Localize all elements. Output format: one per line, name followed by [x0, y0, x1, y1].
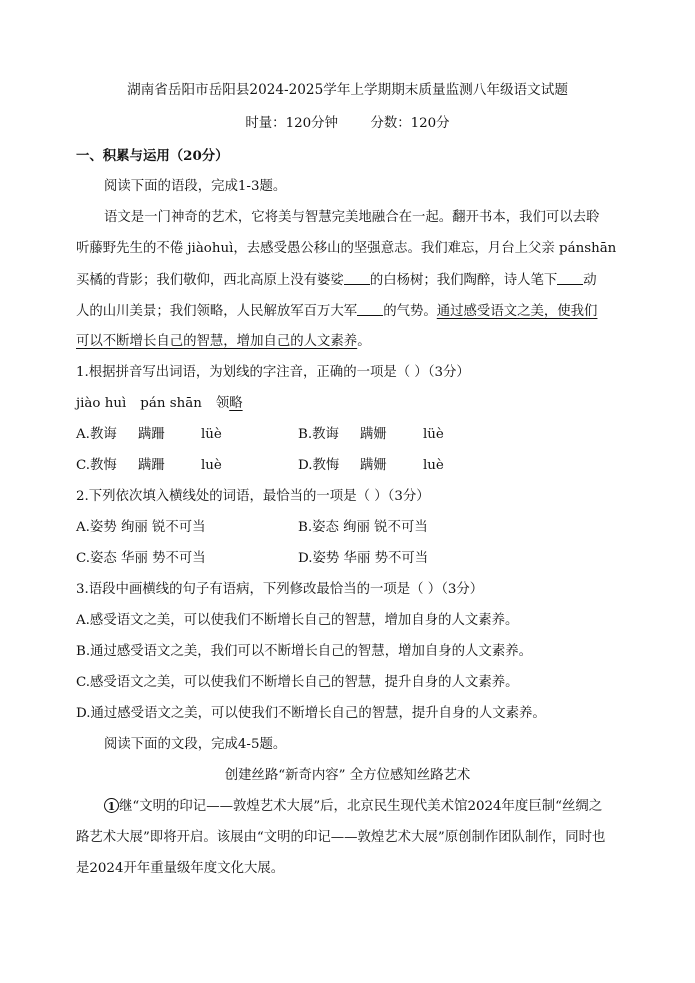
article-title: 创建丝路“新奇内容” 全方位感知丝路艺术: [224, 768, 471, 783]
article-para-1-line-3: 是2024开年重量级年度文化大展。: [76, 861, 285, 876]
question-1-stem: 1.根据拼音写出词语，为划线的字注音，正确的一项是（ ）（3分）: [76, 365, 470, 380]
q1-option-b[interactable]: B.教诲 蹒姗 lüè: [298, 427, 444, 442]
q3-option-c[interactable]: C.感受语文之美，可以使我们不断增长自己的智慧，提升自身的人文素养。: [76, 675, 519, 690]
section-heading: 一、积累与运用（20分）: [76, 148, 229, 164]
q1-option-d[interactable]: D.教悔 蹒姗 luè: [298, 458, 444, 473]
article-para-1-line-2: 路艺术大展”即将开启。该展由“文明的印记——敦煌艺术大展”原创制作团队制作，同时也: [76, 830, 606, 845]
fill-blank: [357, 302, 383, 316]
passage-line-5: [76, 333, 371, 351]
question-3-stem: 3.语段中画横线的句子有语病，下列修改最恰当的一项是（ ）（3分）: [76, 582, 484, 597]
passage-text: 动: [583, 273, 597, 288]
exam-meta: [0, 115, 695, 133]
reading-intro-2: 阅读下面的文段，完成4-5题。: [104, 737, 287, 752]
q3-option-d[interactable]: D.通过感受语文之美，可以使我们不断增长自己的智慧，提升自身的人文素养。: [76, 706, 546, 721]
reading-intro: 阅读下面的语段，完成1-3题。: [104, 179, 287, 194]
passage-line-3: [76, 271, 597, 290]
time-label: 时量：120分钟: [245, 116, 338, 131]
passage-text: 的白杨树；我们陶醉，诗人笔下: [369, 273, 558, 288]
q2-option-b[interactable]: B.姿态 绚丽 锐不可当: [298, 520, 428, 535]
word-lingle: 领略: [215, 396, 243, 411]
underlined-sentence: 通过感受语文之美，使我们: [436, 304, 598, 319]
q2-option-a[interactable]: A.姿势 绚丽 锐不可当: [76, 520, 206, 535]
article-para-1-line-1: 1 继“文明的印记——敦煌艺术大展”后，北京民生现代美术馆2024年度巨制“丝绸之: [104, 798, 602, 816]
exam-title: 湖南省岳阳市岳阳县2024-2025学年上学期期末质量监测八年级语文试题: [127, 82, 568, 98]
passage-text: 的气势。: [383, 304, 437, 319]
passage-line-1: 语文是一门神奇的艺术，它将美与智慧完美地融合在一起。翻开书本，我们可以去聆: [104, 210, 600, 225]
fill-blank: [557, 271, 583, 285]
q2-option-d[interactable]: D.姿势 华丽 势不可当: [298, 551, 429, 566]
question-1-prompt: [76, 395, 243, 413]
q1-option-a[interactable]: A.教诲 蹒跚 lüè: [76, 427, 222, 442]
fill-blank: [344, 271, 370, 285]
passage-text: 买橘的背影；我们敬仰，西北高原上没有婆娑: [76, 273, 344, 288]
passage-text: 。: [357, 334, 371, 349]
q1-option-c[interactable]: C.教悔 蹒跚 luè: [76, 458, 222, 473]
q3-option-a[interactable]: A.感受语文之美，可以使我们不断增长自己的智慧，增加自身的人文素养。: [76, 613, 519, 628]
passage-line-2: 听藤野先生的不倦 jiàohuì，去感受愚公移山的坚强意志。我们难忘，月台上父亲 pánshān: [76, 241, 617, 256]
question-2-stem: 2.下列依次填入横线处的词语，最恰当的一项是（ ）（3分）: [76, 489, 430, 504]
underlined-sentence: 可以不断增长自己的智慧，增加自己的人文素养: [76, 334, 358, 349]
pinyin-jiaohui: jiào huì: [76, 396, 127, 411]
passage-text: 人的山川美景；我们领略，人民解放军百万大军: [76, 304, 358, 319]
q3-option-b[interactable]: B.通过感受语文之美，我们可以不断增长自己的智慧，增加自身的人文素养。: [76, 644, 532, 659]
pinyin-panshan: pán shān: [140, 396, 202, 411]
score-label: 分数：120分: [370, 116, 450, 131]
paragraph-number-icon: 1: [104, 798, 119, 813]
q2-option-c[interactable]: C.姿态 华丽 势不可当: [76, 551, 206, 566]
passage-line-4: [76, 302, 597, 321]
